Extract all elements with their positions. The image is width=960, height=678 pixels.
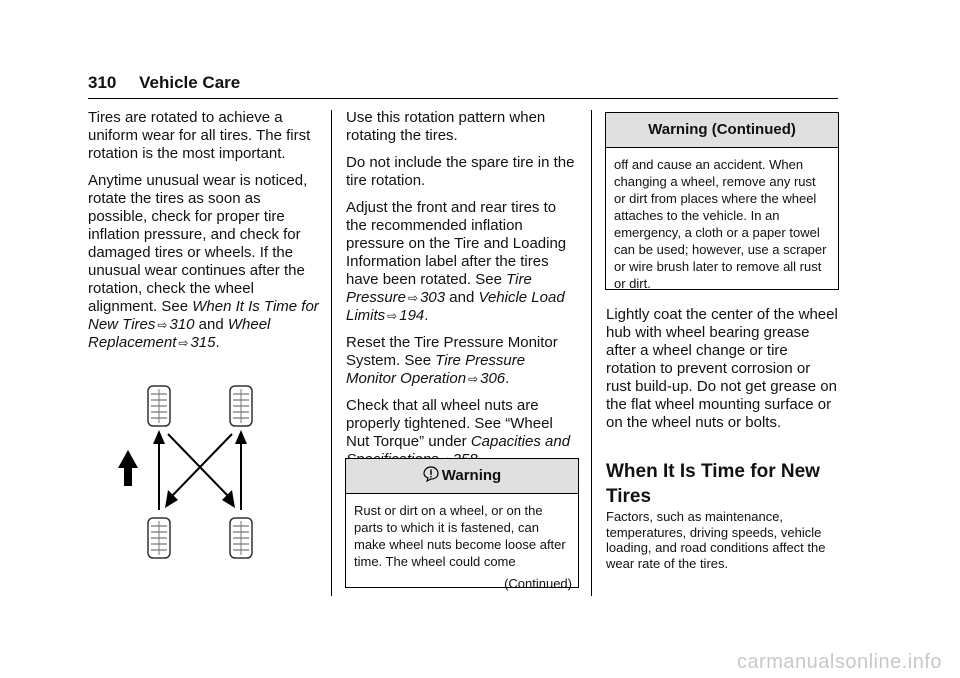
warning-icon: [423, 466, 439, 482]
paragraph-wear-factors: Factors, such as maintenance, temperatures, driving speeds, vehicle loading, and road conditions affect the wear rate of the tires.: [606, 509, 826, 571]
page-number: 310: [88, 73, 117, 92]
paragraph-wheel-nuts: Check that all wheel nuts are properly tightened. See “Wheel Nut Torque” under Capacities and: [346, 397, 578, 469]
paragraph-rotation-purpose: Tires are rotated to achieve a uniform wear for all tires. The first rotation is the most important.: [88, 109, 311, 162]
warning-continued-box: [605, 112, 839, 290]
paragraph-reset-tpms: Reset the Tire Pressure Monitor System. See Tire Pressure Monitor Operation ⇨ 306.: [346, 334, 558, 387]
section-heading-new-tires: When It Is Time for New Tires: [606, 461, 820, 507]
paragraph-wheel-hub-grease: Lightly coat the center of the wheel hub with wheel bearing grease after a wheel change or tire rotation to prevent corrosion or rust build-up. Do not get grease on the flat wheel mounting surface or on the wheel nuts or bolts.: [606, 306, 838, 431]
paragraph-spare-tire: Do not include the spare tire in the tire rotation.: [346, 154, 575, 189]
column-divider-2: [591, 110, 592, 596]
page-header: [88, 73, 240, 93]
header-rule: [88, 98, 838, 99]
watermark: carmanualsonline.info: [736, 651, 942, 673]
link-vehicle-load-limits[interactable]: Vehicle Load Limits: [346, 289, 565, 324]
warning-header: [346, 459, 578, 494]
rear-left-tire: [148, 518, 170, 558]
paragraph-unusual-wear: Anytime unusual wear is noticed, rotate the tires as soon as possible, check for proper tire inflation pressure, and check for damaged tires or wheels. If the unusual wear continues after the rotation, check the wheel alignment. See When It Is Time for New Tires ⇨ 310 and Wheel Replacement ⇨ 315.: [88, 172, 319, 351]
link-tire-pressure[interactable]: Tire Pressure: [346, 271, 532, 306]
column-2: [346, 109, 578, 478]
front-left-tire: [148, 386, 170, 426]
section-title: Vehicle Care: [139, 73, 241, 92]
warning-box: [345, 458, 579, 591]
tire-rotation-diagram: [110, 378, 290, 568]
front-right-tire: [230, 386, 252, 426]
link-tpms-operation[interactable]: Tire Pressure Monitor Operation: [346, 352, 526, 387]
warning-continued-body: off and cause an accident. When changing a wheel, remove any rust or dirt from places where the wheel attaches to the vehicle. In an emergency, a cloth or a paper towel can be used; however, use a scraper or wire brush later to remove all rust or dirt.: [614, 157, 827, 291]
column-1: [88, 109, 320, 361]
column-divider-1: [331, 110, 332, 596]
warning-continued-header: Warning (Continued): [606, 113, 838, 148]
continued-label: (Continued): [504, 576, 572, 591]
paragraph-rotation-pattern: Use this rotation pattern when rotating the tires.: [346, 109, 546, 144]
link-capacities[interactable]: Capacities and: [470, 433, 571, 450]
warning-title: Warning: [441, 467, 502, 484]
paragraph-adjust-pressure: Adjust the front and rear tires to the recommended inflation pressure on the Tire and Loading Information label after the tires have been rotated. See Tire Pressure ⇨ 303 and Vehicle Load Limits ⇨ 194.: [346, 199, 567, 324]
rear-right-tire: [230, 518, 252, 558]
warning-body: Rust or dirt on a wheel, or on the parts to which it is fastened, can make wheel nuts become loose after time. The wheel could come: [354, 503, 566, 569]
link-new-tires[interactable]: When It Is Time for New Tires: [88, 298, 319, 333]
column-3: [606, 306, 838, 441]
link-wheel-replacement[interactable]: Wheel Replacement: [88, 316, 271, 351]
